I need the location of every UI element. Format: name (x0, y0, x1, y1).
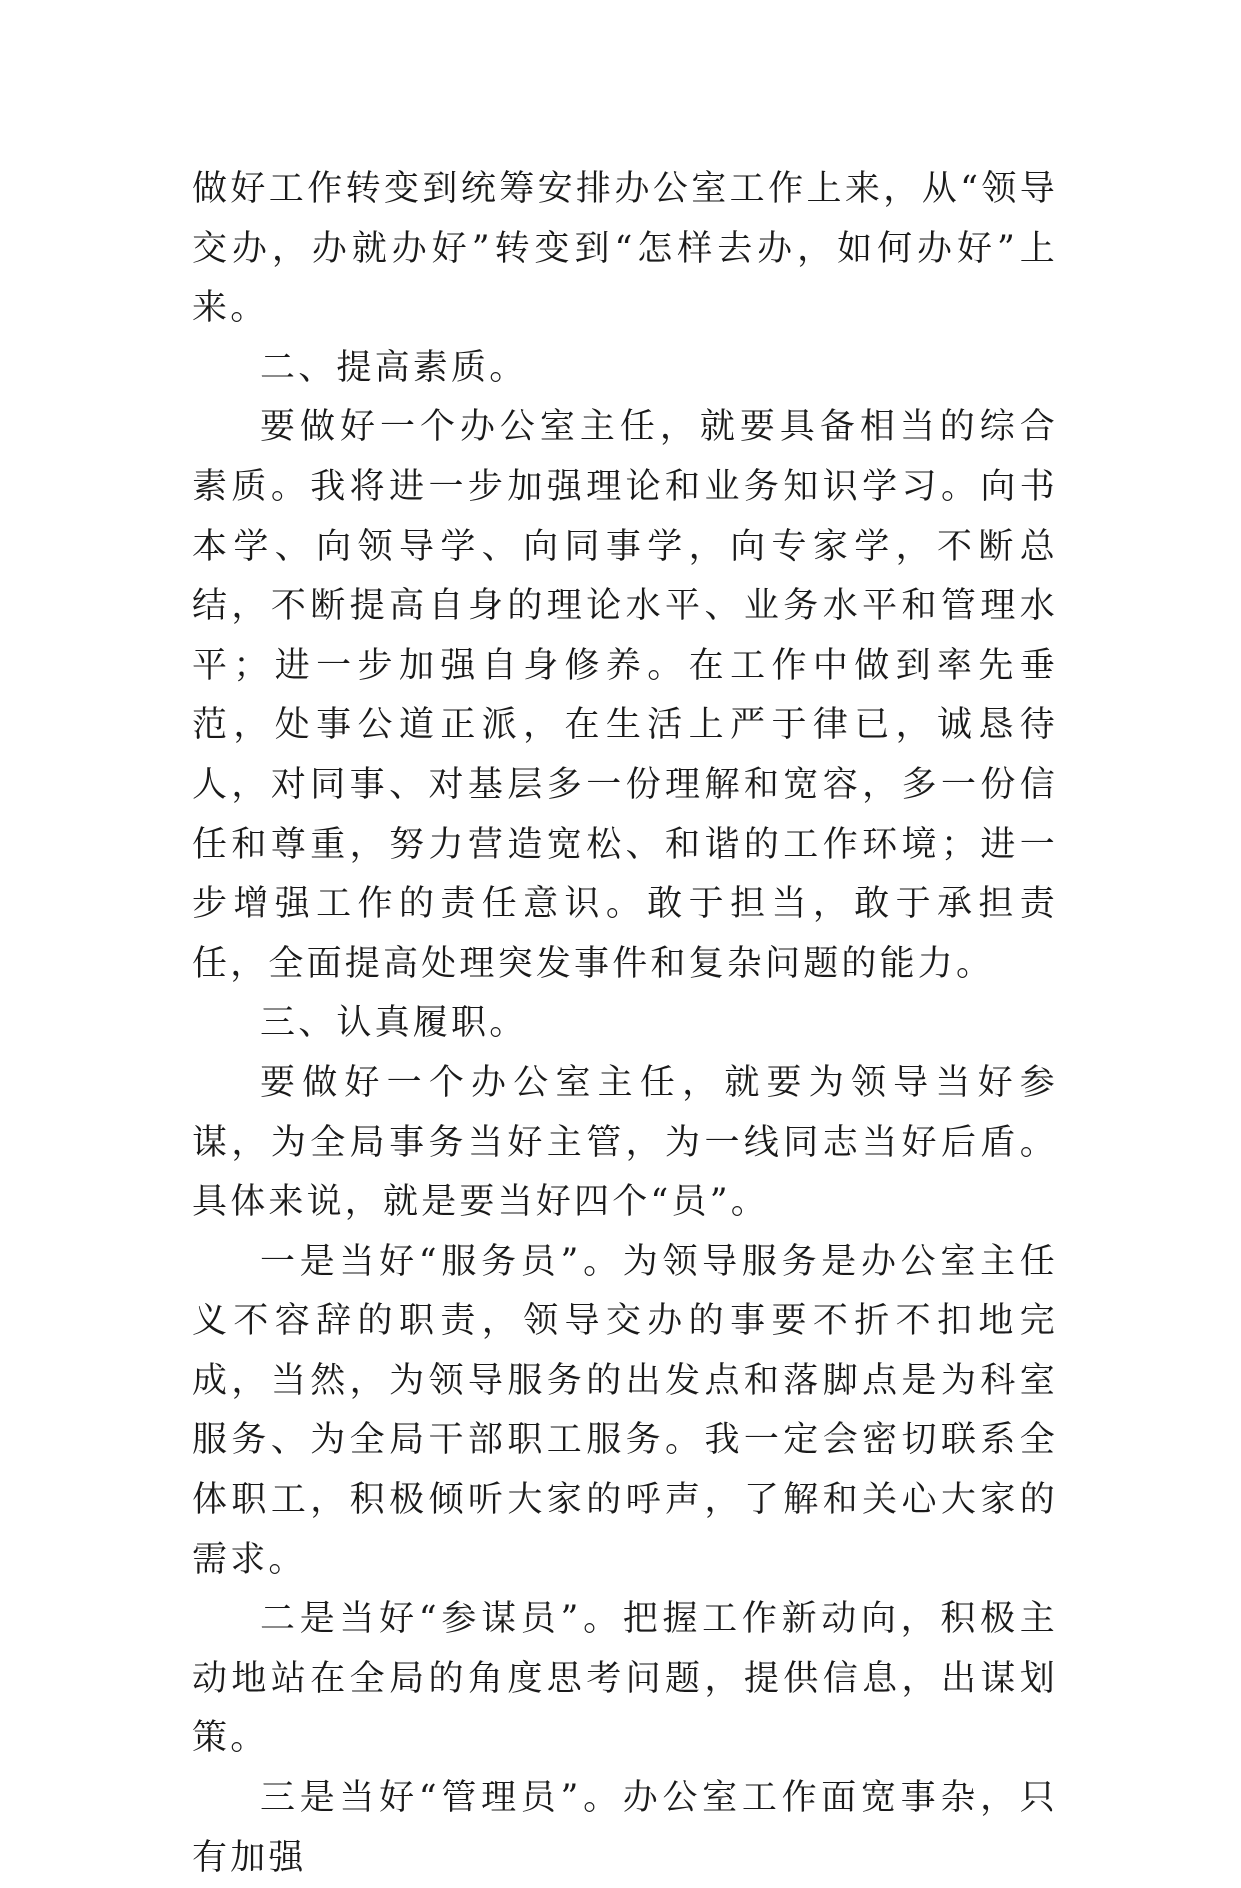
paragraph-5: 要做好一个办公室主任，就要为领导当好参谋，为全局事务当好主管，为一线同志当好后盾。具体来说，就是要当好四个“员”。 (192, 1062, 1058, 1223)
paragraph-3: 要做好一个办公室主任，就要具备相当的综合素质。我将进一步加强理论和业务知识学习。向书本学、向领导学、向同事学，向专家学，不断总结，不断提高自身的理论水平、业务水平和管理水平；进一步加强自身修养。在工作中做到率先垂范，处事公道正派，在生活上严于律已，诚恳待人，对同事、对基层多一份理解和宽容，多一份信任和尊重，努力营造宽松、和谐的工作环境；进一步增强工作的责任意识。敢于担当，敢于承担责任，全面提高处理突发事件和复杂问题的能力。 (192, 407, 1058, 984)
paragraph-7: 二是当好“参谋员”。把握工作新动向，积极主动地站在全局的角度思考问题，提供信息，出谋划策。 (192, 1599, 1058, 1759)
section-heading-2: 二、提高素质。 (260, 347, 528, 388)
paragraph-8: 三是当好“管理员”。办公室工作面宽事杂，只有加强 (192, 1778, 1058, 1878)
document-body (192, 160, 1058, 1888)
paragraph-1: 做好工作转变到统筹安排办公室工作上来，从“领导交办，办就办好”转变到“怎样去办，如何办好”上来。 (192, 169, 1058, 329)
paragraph-6: 一是当好“服务员”。为领导服务是办公室主任义不容辞的职责，领导交办的事要不折不扣地完成，当然，为领导服务的出发点和落脚点是为科室服务、为全局干部职工服务。我一定会密切联系全体职工，积极倾听大家的呼声，了解和关心大家的需求。 (192, 1241, 1058, 1580)
section-heading-3: 三、认真履职。 (260, 1003, 528, 1044)
